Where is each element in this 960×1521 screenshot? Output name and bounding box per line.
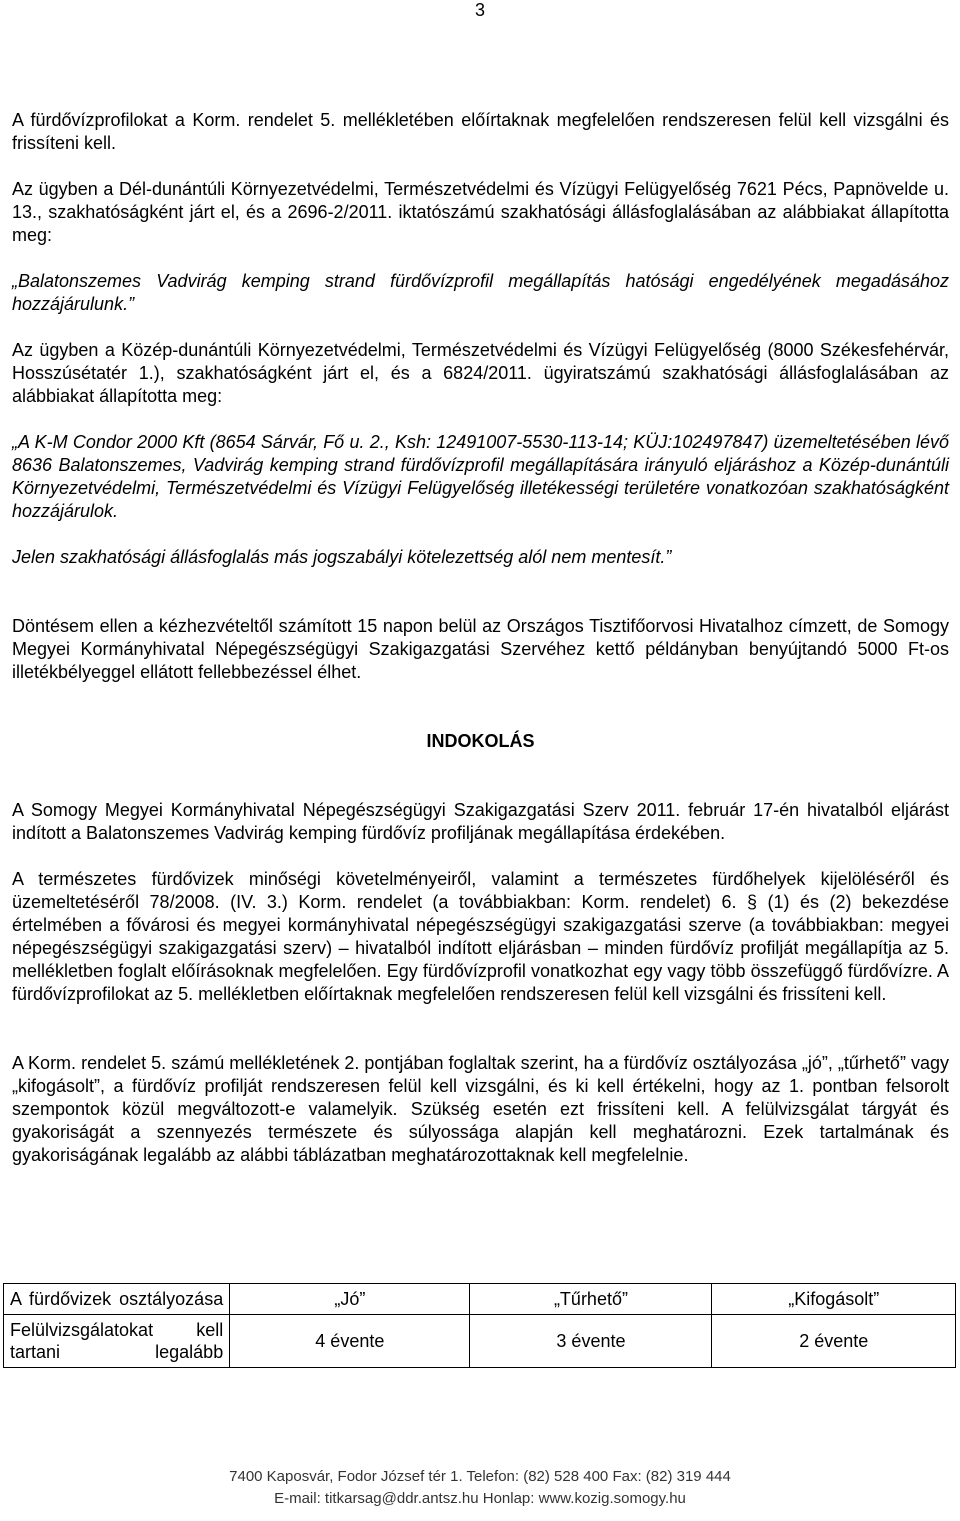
table-cell-objectionable-frequency: 2 évente bbox=[712, 1315, 956, 1368]
paragraph-ddktvf-authority: Az ügyben a Dél-dunántúli Környezetvédelmi, Természetvédelmi és Vízügyi Felügyelőség 7621 Pécs, Papnövelde u. 13., szakhatóságként járt el, és a 2696-2/2011. iktatószámú szakhatósági állásfoglalásában az alábbiakat állapította meg: bbox=[12, 179, 949, 245]
table-cell-good: „Jó” bbox=[230, 1284, 470, 1315]
table-cell-good-frequency: 4 évente bbox=[230, 1315, 470, 1368]
paragraph-procedure-start: A Somogy Megyei Kormányhivatal Népegészségügyi Szakigazgatási Szerv 2011. február 17-én hivatalból eljárást indított a Balatonszemes Vadvirág kemping fürdővíz profiljának megállapítása érdekében. bbox=[12, 800, 949, 843]
table-row bbox=[4, 1284, 956, 1315]
table-cell-tolerable-frequency: 3 évente bbox=[470, 1315, 712, 1368]
review-frequency-table bbox=[3, 1283, 956, 1368]
page-number: 3 bbox=[474, 0, 485, 20]
table-cell-objectionable: „Kifogásolt” bbox=[712, 1284, 956, 1315]
table-cell-tolerable: „Tűrhető” bbox=[470, 1284, 712, 1315]
paragraph-regulation: A természetes fürdővizek minőségi követelményeiről, valamint a természetes fürdőhelyek kijelöléséről és üzemeltetéséről 78/2008. (IV. 3.) Korm. rendelet (a továbbiakban: Korm. rendelet) 6. § (1) és (2) bekezdése értelmében a fővárosi és megyei kormányhivatal népegészségügyi szakigazgatási szerve (a továbbiakban: megyei népegészségügyi szakigazgatási szerv) – hivatalból indított eljárásban – minden fürdővíz profilját megállapítja az 5. mellékletben foglalt előírásoknak megfelelően. Egy fürdővízprofil vonatkozhat egy vagy több összefüggő fürdővízre. A fürdővízprofilokat az 5. mellékletben előírtaknak megfelelően rendszeresen felül kell vizsgálni és frissíteni kell. bbox=[12, 869, 949, 1004]
quote-kdktvf-exemption: Jelen szakhatósági állásfoglalás más jogszabályi kötelezettség alól nem mentesít.” bbox=[12, 547, 672, 567]
section-heading-indokolas: INDOKOLÁS bbox=[426, 731, 535, 751]
paragraph-appeal-notice: Döntésem ellen a kézhezvételtől számított 15 napon belül az Országos Tisztifőorvosi Hivatalhoz címzett, de Somogy Megyei Kormányhivatal Népegészségügyi Szakigazgatási Szervéhez kettő példányban benyújtandó 5000 Ft-os illetékbélyeggel ellátott fellebbezéssel élhet. bbox=[12, 616, 949, 682]
document-body bbox=[12, 109, 949, 1167]
footer-contact: E-mail: titkarsag@ddr.antsz.hu Honlap: www.kozig.somogy.hu bbox=[274, 1490, 686, 1507]
paragraph-kdktvf-authority: Az ügyben a Közép-dunántúli Környezetvédelmi, Természetvédelmi és Vízügyi Felügyelőség (8000 Székesfehérvár, Hosszúsétatér 1.), szakhatóságként járt el, és a 6824/2011. ügyiratszámú szakhatósági állásfoglalásában az alábbiakat állapította meg: bbox=[12, 340, 949, 406]
paragraph-review-frequency: A Korm. rendelet 5. számú mellékletének 2. pontjában foglaltak szerint, ha a fürdővíz osztályozása „jó”, „tűrhető” vagy „kifogásolt”, a fürdővíz profilját rendszeresen felül kell vizsgálni, és ki kell értékelni, hogy az 1. pontban felsorolt szempontok közül megváltozott-e valamelyik. Szükség esetén ezt frissíteni kell. A felülvizsgálat tárgyát és gyakoriságát a szennyezés természete és súlyossága alapján kell meghatározni. Ezek tartalmának és gyakoriságának legalább az alábbi táblázatban meghatározottaknak kell megfelelnie. bbox=[12, 1053, 949, 1165]
quote-ddktvf-consent: „Balatonszemes Vadvirág kemping strand fürdővízprofil megállapítás hatósági engedélyének megadásához hozzájárulunk.” bbox=[12, 271, 949, 314]
footer-address: 7400 Kaposvár, Fodor József tér 1. Telefon: (82) 528 400 Fax: (82) 319 444 bbox=[229, 1468, 731, 1485]
page-footer bbox=[0, 1466, 960, 1510]
quote-kdktvf-consent: „A K-M Condor 2000 Kft (8654 Sárvár, Fő u. 2., Ksh: 12491007-5530-113-14; KÜJ:102497847) üzemeltetésében lévő 8636 Balatonszemes, Vadvirág kemping strand fürdővízprofil megállapítására irányuló eljáráshoz a Közép-dunántúli Környezetvédelmi, Természetvédelmi és Vízügyi Felügyelőség illetékességi területére vonatkozóan szakhatóságként hozzájárulok. bbox=[12, 432, 949, 521]
table-cell-review-label: Felülvizsgálatokat kell tartani legalább bbox=[4, 1315, 230, 1368]
table-cell-classification-label: A fürdővizek osztályozása bbox=[4, 1284, 230, 1315]
table-row bbox=[4, 1315, 956, 1368]
paragraph-profile-review: A fürdővízprofilokat a Korm. rendelet 5. mellékletében előírtaknak megfelelően rendszeresen felül kell vizsgálni és frissíteni kell. bbox=[12, 110, 949, 153]
